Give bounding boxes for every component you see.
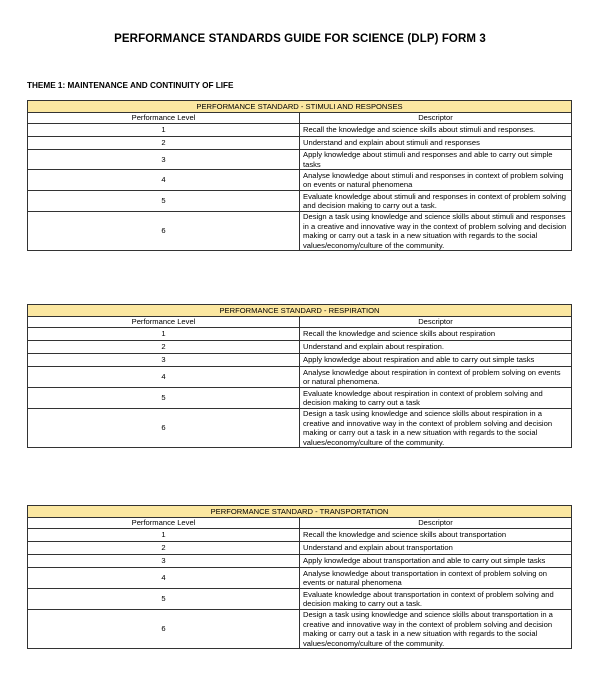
column-header-level: Performance Level — [28, 317, 300, 328]
level-cell: 5 — [28, 388, 300, 409]
level-cell: 6 — [28, 212, 300, 251]
table-row — [28, 212, 572, 251]
level-cell: 2 — [28, 137, 300, 150]
table-row — [28, 568, 572, 589]
table-row — [28, 354, 572, 367]
column-header-level: Performance Level — [28, 113, 300, 124]
descriptor-cell: Analyse knowledge about stimuli and responses in context of problem solving on events or natural phenomena — [300, 170, 572, 191]
table-row — [28, 555, 572, 568]
level-cell: 1 — [28, 328, 300, 341]
descriptor-cell: Analyse knowledge about transportation in context of problem solving on events or natural phenomena — [300, 568, 572, 589]
column-header-descriptor: Descriptor — [300, 317, 572, 328]
level-cell: 6 — [28, 610, 300, 649]
level-cell: 3 — [28, 150, 300, 170]
table-row — [28, 341, 572, 354]
column-header-descriptor: Descriptor — [300, 113, 572, 124]
table-row — [28, 409, 572, 448]
level-cell: 1 — [28, 124, 300, 137]
level-cell: 4 — [28, 568, 300, 589]
descriptor-cell: Recall the knowledge and science skills about transportation — [300, 529, 572, 542]
level-cell: 6 — [28, 409, 300, 448]
table-row — [28, 589, 572, 610]
descriptor-cell: Design a task using knowledge and science skills about stimuli and responses in a creative and innovative way in the context of problem solving and decision making or carry out a task in a new situation with regards to the social values/economy/culture of the community. — [300, 212, 572, 251]
descriptor-cell: Evaluate knowledge about respiration in context of problem solving and decision making to carry out a task — [300, 388, 572, 409]
descriptor-cell: Evaluate knowledge about stimuli and responses in context of problem solving and decision making to carry out a task. — [300, 191, 572, 212]
table-row — [28, 542, 572, 555]
descriptor-cell: Apply knowledge about stimuli and responses and able to carry out simple tasks — [300, 150, 572, 170]
table-title: PERFORMANCE STANDARD - RESPIRATION — [28, 305, 572, 317]
table-row — [28, 529, 572, 542]
theme-title: THEME 1: MAINTENANCE AND CONTINUITY OF LIFE — [27, 81, 234, 90]
performance-table-stimuli — [27, 100, 572, 251]
descriptor-cell: Analyse knowledge about respiration in context of problem solving on events or natural phenomena. — [300, 367, 572, 388]
performance-table-respiration — [27, 304, 572, 448]
performance-table-transportation — [27, 505, 572, 649]
level-cell: 1 — [28, 529, 300, 542]
level-cell: 5 — [28, 589, 300, 610]
descriptor-cell: Design a task using knowledge and science skills about transportation in a creative and innovative way in the context of problem solving and decision making or carry out a task in a new situation with regards to the social values/economy/culture of the community. — [300, 610, 572, 649]
level-cell: 4 — [28, 367, 300, 388]
table-title: PERFORMANCE STANDARD - STIMULI AND RESPONSES — [28, 101, 572, 113]
table-row — [28, 124, 572, 137]
table-row — [28, 170, 572, 191]
table-row — [28, 610, 572, 649]
descriptor-cell: Recall the knowledge and science skills about respiration — [300, 328, 572, 341]
page-title: PERFORMANCE STANDARDS GUIDE FOR SCIENCE (DLP) FORM 3 — [114, 33, 486, 45]
level-cell: 3 — [28, 354, 300, 367]
table-row — [28, 367, 572, 388]
descriptor-cell: Evaluate knowledge about transportation in context of problem solving and decision making to carry out a task. — [300, 589, 572, 610]
table-row — [28, 150, 572, 170]
level-cell: 3 — [28, 555, 300, 568]
table-row — [28, 191, 572, 212]
descriptor-cell: Understand and explain about stimuli and responses — [300, 137, 572, 150]
descriptor-cell: Understand and explain about transportation — [300, 542, 572, 555]
column-header-level: Performance Level — [28, 518, 300, 529]
table-title: PERFORMANCE STANDARD - TRANSPORTATION — [28, 506, 572, 518]
column-header-descriptor: Descriptor — [300, 518, 572, 529]
table-row — [28, 137, 572, 150]
table-row — [28, 388, 572, 409]
level-cell: 4 — [28, 170, 300, 191]
descriptor-cell: Recall the knowledge and science skills about stimuli and responses. — [300, 124, 572, 137]
descriptor-cell: Apply knowledge about respiration and able to carry out simple tasks — [300, 354, 572, 367]
descriptor-cell: Apply knowledge about transportation and able to carry out simple tasks — [300, 555, 572, 568]
level-cell: 5 — [28, 191, 300, 212]
level-cell: 2 — [28, 542, 300, 555]
descriptor-cell: Understand and explain about respiration. — [300, 341, 572, 354]
table-row — [28, 328, 572, 341]
descriptor-cell: Design a task using knowledge and science skills about respiration in a creative and innovative way in the context of problem solving and decision making or carry out a task in a new situation with regards to the social values/economy/culture of the community. — [300, 409, 572, 448]
level-cell: 2 — [28, 341, 300, 354]
